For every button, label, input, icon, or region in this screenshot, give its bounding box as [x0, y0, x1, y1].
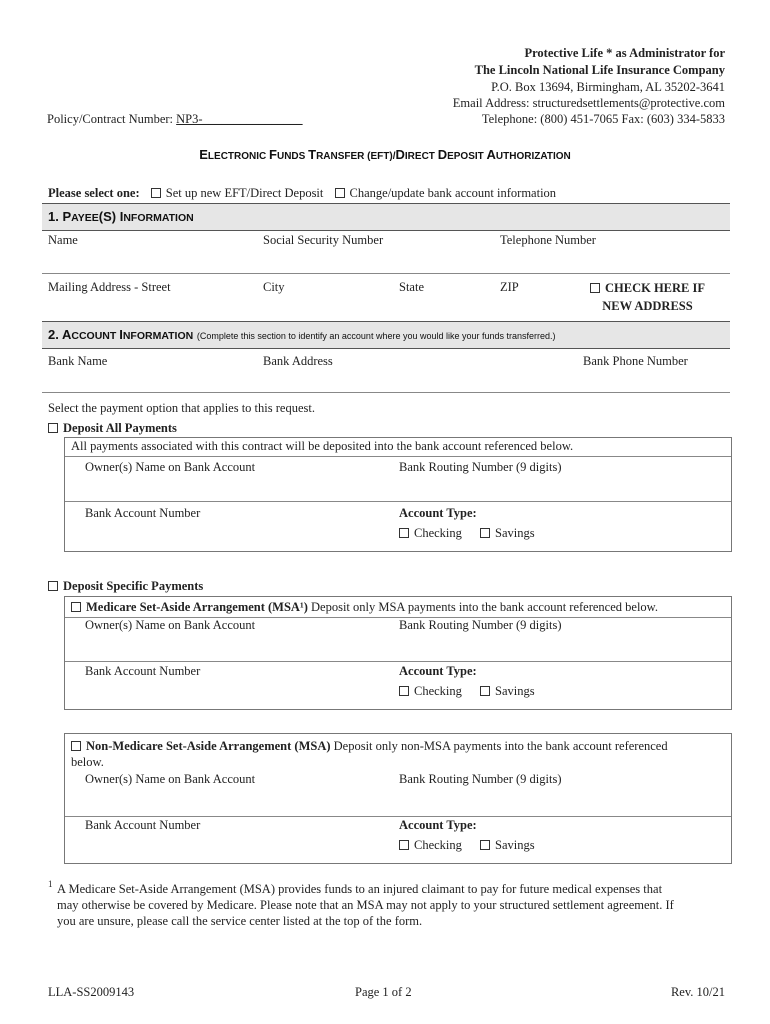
checkbox-icon — [590, 283, 600, 293]
routing-number-label: Bank Routing Number (9 digits) — [399, 618, 562, 632]
payee-name-label: Name — [48, 233, 78, 247]
non-msa-description-cont: below. — [71, 755, 104, 769]
owner-name-label: Owner(s) Name on Bank Account — [85, 772, 256, 786]
savings-checkbox[interactable]: Savings — [480, 526, 535, 541]
footnote-line-1: A Medicare Set-Aside Arrangement (MSA) provides funds to an injured claimant to pay for future medical expenses that — [57, 882, 663, 896]
checking-checkbox[interactable]: Checking — [399, 684, 462, 699]
footnote-line-2: may otherwise be covered by Medicare. Please note that an MSA may not apply to your structured settlement agreement. If — [57, 898, 674, 912]
checkbox-icon — [151, 188, 161, 198]
deposit-all-checkbox[interactable]: Deposit All Payments — [48, 421, 177, 436]
state-label: State — [399, 280, 424, 294]
company-address: P.O. Box 13694, Birmingham, AL 35202-3641 — [491, 80, 725, 94]
checkbox-icon — [48, 423, 58, 433]
savings-checkbox[interactable]: Savings — [480, 684, 535, 699]
company-line-1: Protective Life * as Administrator for — [524, 46, 725, 60]
page-number: Page 1 of 2 — [355, 985, 412, 999]
street-label: Mailing Address - Street — [48, 280, 171, 294]
checkbox-icon — [399, 840, 409, 850]
checkbox-icon — [480, 840, 490, 850]
account-number-label: Bank Account Number — [85, 664, 201, 678]
bank-name-label: Bank Name — [48, 354, 108, 368]
checkbox-icon — [480, 528, 490, 538]
form-id: LLA-SS2009143 — [48, 985, 135, 999]
routing-number-label: Bank Routing Number (9 digits) — [399, 772, 562, 786]
checking-checkbox[interactable]: Checking — [399, 526, 462, 541]
divider — [42, 273, 730, 274]
select-payment-instruction: Select the payment option that applies to this request. — [48, 401, 315, 415]
non-msa-box — [64, 733, 732, 864]
divider — [42, 392, 730, 393]
non-msa-checkbox[interactable]: Non-Medicare Set-Aside Arrangement (MSA) Deposit only non-MSA payments into the bank account referenced — [71, 739, 668, 754]
zip-label: ZIP — [500, 280, 519, 294]
account-number-label: Bank Account Number — [85, 818, 201, 832]
select-one-label: Please select one: — [48, 186, 140, 200]
policy-number-value: NP3-________________ — [176, 112, 303, 126]
owner-name-label: Owner(s) Name on Bank Account — [85, 618, 256, 632]
ssn-label: Social Security Number — [263, 233, 384, 247]
company-line-2: The Lincoln National Life Insurance Company — [474, 63, 725, 77]
msa-box — [64, 596, 732, 710]
footnote-marker: 1 — [48, 879, 53, 889]
section-2-header: 2. ACCOUNT INFORMATION (Complete this section to identify an account where you would like your funds transferred.) — [42, 321, 730, 349]
checkbox-icon — [480, 686, 490, 696]
deposit-specific-checkbox[interactable]: Deposit Specific Payments — [48, 579, 203, 594]
new-address-checkbox[interactable]: CHECK HERE IF NEW ADDRESS — [585, 281, 710, 314]
checkbox-icon — [335, 188, 345, 198]
checkbox-icon — [71, 602, 81, 612]
company-email: Email Address: structuredsettlements@protective.com — [452, 96, 725, 110]
routing-number-label: Bank Routing Number (9 digits) — [399, 460, 562, 474]
policy-number[interactable] — [47, 112, 303, 127]
deposit-all-box — [64, 437, 732, 552]
checkbox-icon — [71, 741, 81, 751]
checkbox-icon — [48, 581, 58, 591]
footnote-line-3: you are unsure, please call the service center listed at the top of the form. — [57, 914, 423, 928]
owner-name-label: Owner(s) Name on Bank Account — [85, 460, 256, 474]
account-number-label: Bank Account Number — [85, 506, 201, 520]
select-one-row — [48, 186, 556, 201]
checkbox-icon — [399, 686, 409, 696]
account-type-label: Account Type: — [399, 664, 477, 678]
revision: Rev. 10/21 — [670, 985, 725, 999]
account-type-label: Account Type: — [399, 818, 477, 832]
checkbox-icon — [399, 528, 409, 538]
form-title: ELECTRONIC FUNDS TRANSFER (EFT)/DIRECT DEPOSIT AUTHORIZATION — [199, 147, 571, 162]
account-type-label: Account Type: — [399, 506, 477, 520]
bank-address-label: Bank Address — [263, 354, 333, 368]
telephone-label: Telephone Number — [500, 233, 596, 247]
deposit-all-description: All payments associated with this contract will be deposited into the bank account referenced below. — [71, 439, 574, 453]
msa-checkbox[interactable]: Medicare Set-Aside Arrangement (MSA¹) Deposit only MSA payments into the bank account referenced below. — [71, 600, 658, 615]
checking-checkbox[interactable]: Checking — [399, 838, 462, 853]
city-label: City — [263, 280, 285, 294]
new-eft-checkbox[interactable]: Set up new EFT/Direct Deposit — [151, 186, 324, 200]
policy-number-label: Policy/Contract Number: — [47, 112, 177, 126]
change-bank-checkbox[interactable]: Change/update bank account information — [335, 186, 557, 200]
company-phone: Telephone: (800) 451-7065 Fax: (603) 334-5833 — [481, 112, 725, 126]
savings-checkbox[interactable]: Savings — [480, 838, 535, 853]
bank-phone-label: Bank Phone Number — [583, 354, 688, 368]
section-1-header: 1. PAYEE(S) INFORMATION — [42, 203, 730, 231]
